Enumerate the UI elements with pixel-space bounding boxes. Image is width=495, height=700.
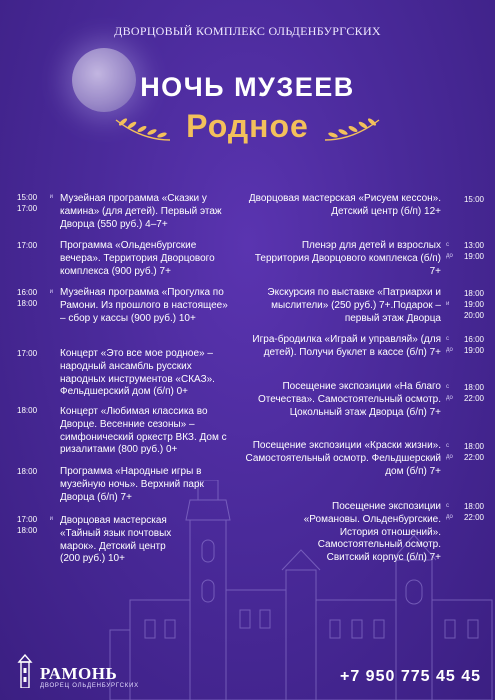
time-start: 17:00: [17, 515, 38, 524]
time-conj: до: [446, 454, 453, 460]
right-event-2-time: [446, 240, 484, 262]
time-end: 22:00: [463, 394, 484, 403]
left-event-7: Дворцовая мастерская «Тайный язык почтовых марок». Детский центр (200 руб.) 10+: [60, 515, 172, 565]
time-conj: и: [446, 301, 450, 307]
left-event-5-time: [17, 405, 53, 416]
time-conj: с: [446, 336, 449, 342]
time-second: 18:00: [17, 299, 38, 308]
time-start: 18:00: [463, 442, 484, 451]
left-event-1: Музейная программа «Сказки у камина» (для детей). Первый этаж Дворца (550 руб.) 4–7+: [60, 193, 222, 230]
left-event-1-time: [17, 192, 53, 214]
time-conj: до: [446, 347, 453, 353]
time-start: 18:00: [17, 406, 38, 415]
time-start: 18:00: [463, 502, 484, 511]
right-event-7-time: [446, 501, 484, 523]
time-start: 16:00: [463, 335, 484, 344]
time-end: 19:00: [463, 252, 484, 261]
time-conj: с: [446, 242, 449, 248]
organizer-title: ДВОРЦОВЫЙ КОМПЛЕКС ОЛЬДЕНБУРГСКИХ: [114, 24, 381, 38]
left-event-4: Концерт «Это все мое родное» – народный ансамбль русских народных инструментов «СКАЗ». Фельдшерский дом (б/п) 0+: [60, 348, 215, 398]
left-event-3: Музейная программа «Прогулка по Рамони. Из прошлого в настоящее» – сбор у кассы (900 руб.) 10+: [60, 287, 228, 324]
time-start: 13:00: [463, 241, 484, 250]
time-end: 22:00: [463, 513, 484, 522]
right-event-5-time: [446, 382, 484, 404]
left-event-5: Концерт «Любимая классика во Дворце. Весенние сезоны» – симфонический оркестр ВКЗ. Дом с ризалитами (800 руб.) 0+: [60, 406, 227, 456]
left-event-3-time: [17, 287, 53, 309]
left-event-4-time: [17, 348, 53, 359]
right-event-3: Экскурсия по выставке «Патриархи и мыслители» (250 руб.) 7+.Подарок – первый этаж Дворца: [267, 287, 441, 324]
time-conj: и: [49, 194, 53, 200]
logo-subtitle: ДВОРЕЦ ОЛЬДЕНБУРГСКИХ: [40, 683, 139, 689]
time-2: 19:00: [463, 300, 484, 309]
time-1: 18:00: [463, 289, 484, 298]
time-conj: до: [446, 253, 453, 259]
event-title: НОЧЬ МУЗЕЕВ: [140, 72, 355, 102]
right-event-2: Пленэр для детей и взрослых Территория Дворцового комплекса (б/п) 7+: [254, 240, 441, 277]
right-event-1-time: [446, 194, 484, 205]
right-event-4: Игра-бродилка «Играй и управляй» (для детей). Получи буклет в кассе (б/п) 7+: [252, 334, 441, 358]
time-conj: с: [446, 384, 449, 390]
right-event-1: Дворцовая мастерская «Рисуем кессон». Детский центр (б/п) 12+: [248, 193, 441, 217]
time-start: 15:00: [17, 193, 38, 202]
time-conj: с: [446, 503, 449, 509]
phone-number[interactable]: +7 950 775 45 45: [339, 668, 481, 685]
logo-name: РАМОНЬ: [40, 664, 118, 683]
time-conj: до: [446, 514, 453, 520]
time-start: 17:00: [17, 241, 38, 250]
time-conj: с: [446, 443, 449, 449]
time-start: 15:00: [463, 195, 484, 204]
right-event-5: Посещение экспозиции «На благо Отечества». Самостоятельный осмотр. Цокольный этаж Дворца (б/п) 7+: [258, 381, 441, 418]
time-start: 18:00: [463, 383, 484, 392]
ramon-logo-icon: [15, 654, 35, 688]
wheat-right-icon: [323, 110, 383, 146]
time-start: 18:00: [17, 467, 38, 476]
event-subtitle: Родное: [186, 108, 309, 144]
time-conj: до: [446, 395, 453, 401]
time-end: 22:00: [463, 453, 484, 462]
left-event-7-time: [17, 514, 53, 536]
time-second: 18:00: [17, 526, 38, 535]
time-conj: и: [49, 516, 53, 522]
left-event-6: Программа «Народные игры в музейную ночь». Верхний парк Дворца (б/п) 7+: [60, 466, 204, 503]
right-event-6-time: [446, 441, 484, 463]
time-3: 20:00: [463, 311, 484, 320]
time-conj: и: [49, 289, 53, 295]
left-event-2-time: [17, 240, 53, 251]
right-event-7: Посещение экспозиции «Романовы. Ольденбургские. История отношений». Самостоятельный осмотр. Свитский корпус (б/п) 7+: [303, 501, 441, 564]
time-end: 19:00: [463, 346, 484, 355]
right-event-3-time: [446, 288, 484, 321]
right-event-4-time: [446, 334, 484, 356]
left-event-2: Программа «Ольденбургские вечера». Территория Дворцового комплекса (900 руб.) 7+: [60, 240, 215, 277]
time-start: 16:00: [17, 288, 38, 297]
time-second: 17:00: [17, 204, 38, 213]
left-event-6-time: [17, 466, 53, 477]
time-start: 17:00: [17, 349, 38, 358]
right-event-6: Посещение экспозиции «Краски жизни». Самостоятельный осмотр. Фельдшерский дом (б/п) 7+: [245, 440, 441, 477]
